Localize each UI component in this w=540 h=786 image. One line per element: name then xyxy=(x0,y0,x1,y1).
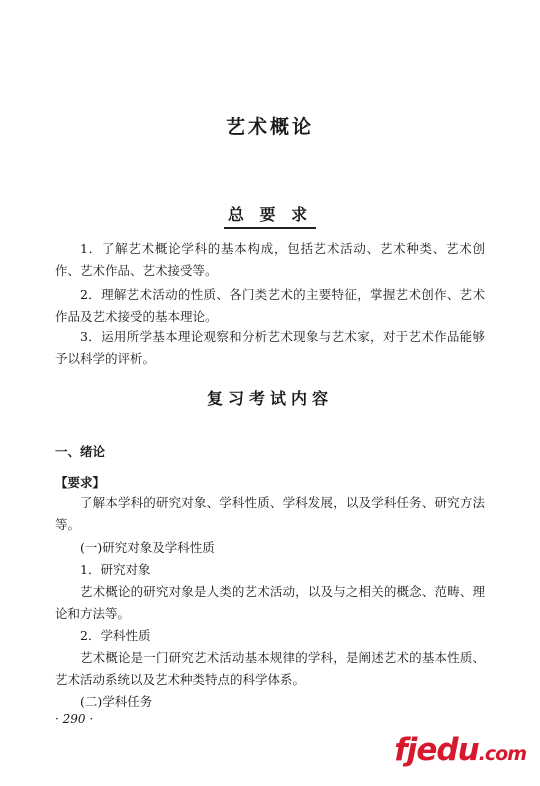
subsection-1-1-text: 艺术概论的研究对象是人类的艺术活动，以及与之相关的概念、范畴、理论和方法等。 xyxy=(55,584,485,621)
requirement-label: 【要求】 xyxy=(55,475,106,490)
requirement-text: 了解本学科的研究对象、学科性质、学科发展，以及学科任务、研究方法等。 xyxy=(55,495,485,532)
review-content-heading: 复习考试内容 xyxy=(206,389,333,408)
watermark-main: fjedu xyxy=(394,732,479,768)
subsection-1-2-heading: 2．学科性质 xyxy=(80,628,151,643)
general-item-2: 2．理解艺术活动的性质、各门类艺术的主要特征，掌握艺术创作、艺术作品及艺术接受的基本理论。 xyxy=(55,287,485,324)
subsection-1-heading: (一)研究对象及学科性质 xyxy=(80,540,215,555)
general-requirements-heading-text: 总 要 求 xyxy=(224,202,316,229)
watermark-suffix: .com xyxy=(478,743,526,765)
page-number: · 290 · xyxy=(55,712,94,726)
site-watermark-logo xyxy=(394,732,526,768)
general-item-3: 3．运用所学基本理论观察和分析艺术现象与艺术家，对于艺术作品能够予以科学的评析。 xyxy=(55,329,485,366)
general-item-1: 1．了解艺术概论学科的基本构成，包括艺术活动、艺术种类、艺术创作、艺术作品、艺术接受等。 xyxy=(55,241,485,278)
subsection-2-heading: (二)学科任务 xyxy=(80,694,153,709)
page-title: 艺术概论 xyxy=(225,116,314,138)
general-requirements-heading xyxy=(0,202,540,229)
subsection-1-1-heading: 1．研究对象 xyxy=(80,562,151,577)
subsection-1-2-text: 艺术概论是一门研究艺术活动基本规律的学科，是阐述艺术的基本性质、艺术活动系统以及艺术种类特点的科学体系。 xyxy=(55,650,485,687)
chapter-heading: 一、绪论 xyxy=(55,444,106,459)
